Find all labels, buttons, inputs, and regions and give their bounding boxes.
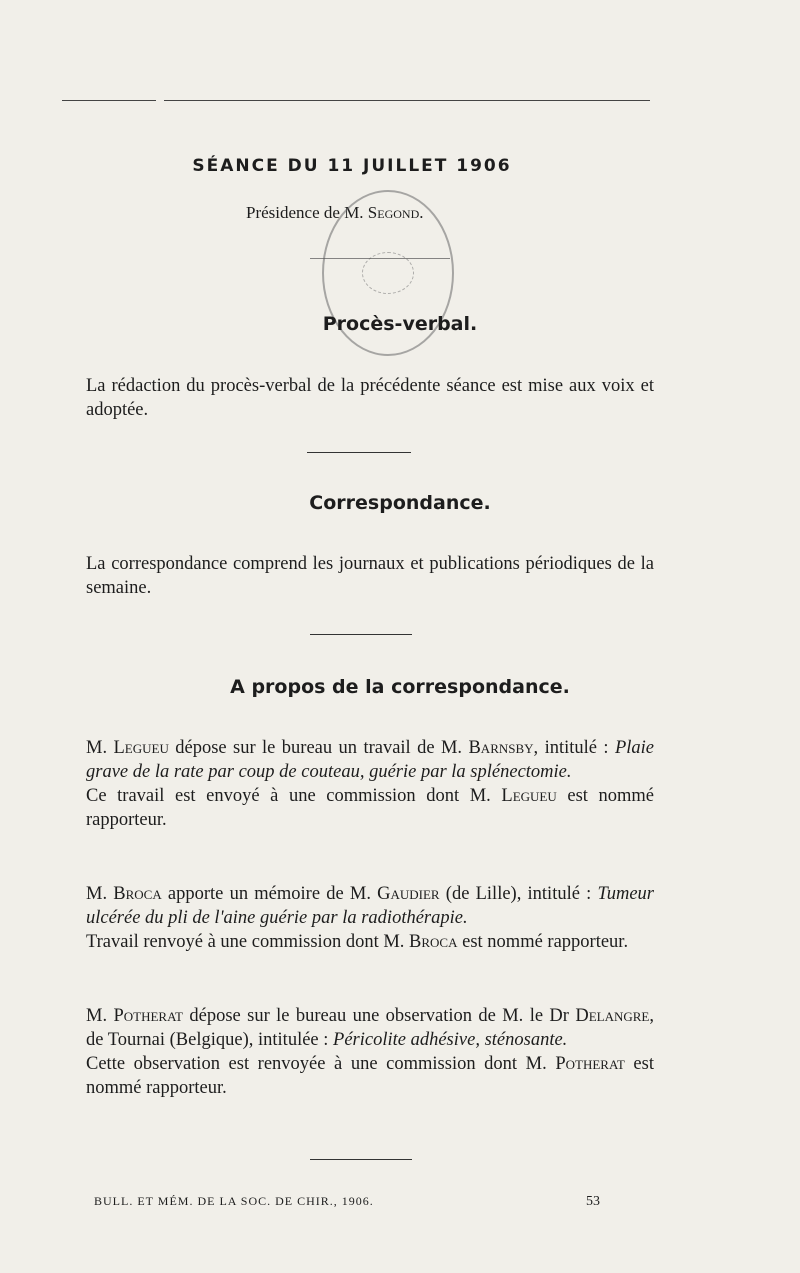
session-title: SÉANCE DU 11 JUILLET 1906 xyxy=(192,156,512,176)
legueu-paragraph: M. Legueu dépose sur le bureau un travail de M. Barnsby, intitulé : Plaie grave de la rate par coup de couteau, guérie par la splénectomie. Ce travail est envoyé à une commission dont M. Legueu est nommé rapporteur. xyxy=(86,738,654,830)
proces-verbal-title: Procès-verbal. xyxy=(322,313,478,335)
separator xyxy=(310,1159,412,1160)
page-footer xyxy=(94,1194,600,1210)
a-propos-title: A propos de la correspondance. xyxy=(230,676,570,698)
president-name: M. Segond. xyxy=(344,203,424,222)
separator xyxy=(310,634,412,635)
stamp-line xyxy=(310,258,450,259)
proces-verbal-text: La rédaction du procès-verbal de la précédente séance est mise aux voix et adoptée. xyxy=(86,376,654,420)
separator xyxy=(307,452,411,453)
top-rule xyxy=(62,100,650,101)
presidence-prefix: Présidence de xyxy=(246,203,340,222)
page-number: 53 xyxy=(586,1194,600,1209)
journal-reference: BULL. ET MÉM. DE LA SOC. DE CHIR., 1906. xyxy=(94,1194,374,1208)
correspondance-text: La correspondance comprend les journaux et publications périodiques de la semaine. xyxy=(86,554,654,598)
broca-paragraph: M. Broca apporte un mémoire de M. Gaudier (de Lille), intitulé : Tumeur ulcérée du pli de l'aine guérie par la radiothérapie. Travail renvoyé à une commission dont M. Broca est nommé rapporteur. xyxy=(86,884,654,952)
correspondance-title: Correspondance. xyxy=(309,492,491,514)
potherat-paragraph: M. Potherat dépose sur le bureau une observation de M. le Dr Delangre, de Tournai (Belgique), intitulée : Péricolite adhésive, sténosante. Cette observation est renvoyée à une commission dont M. Potherat est nommé rapporteur. xyxy=(86,1006,654,1098)
